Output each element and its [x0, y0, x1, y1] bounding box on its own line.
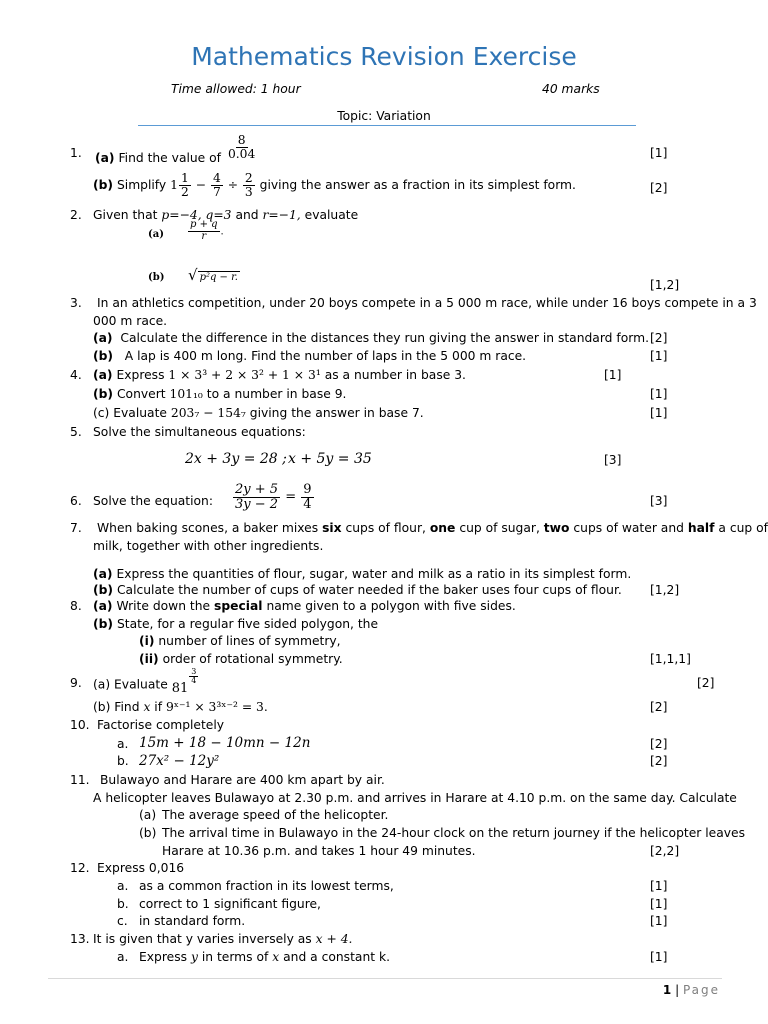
q9b-mark: [2] — [650, 700, 668, 714]
q3-line2: 000 m race. — [93, 314, 168, 328]
q7-line1: When baking scones, a baker mixes six cups of flour, one cup of sugar, two cups of water and half a cup of — [97, 521, 768, 535]
topic: Topic: Variation — [337, 109, 431, 123]
q10-number: 10. — [70, 718, 90, 732]
q12b-mark: [1] — [650, 897, 668, 911]
q11a-text: The average speed of the helicopter. — [162, 808, 389, 822]
q12c-mark: [1] — [650, 914, 668, 928]
q6-number: 6. — [70, 494, 82, 508]
q2-stem: Given that p=−4, q=3 and r=−1, evaluate — [93, 208, 359, 222]
q4-part-b: (b) Convert 101₁₀ to a number in base 9. — [93, 387, 347, 401]
q10-text: Factorise completely — [97, 718, 225, 732]
q4a-mark: [1] — [604, 368, 622, 382]
q8-number: 8. — [70, 599, 82, 613]
q1-number: 1. — [70, 146, 82, 160]
q11b-text1: The arrival time in Bulawayo in the 24-hour clock on the return journey if the helicopter leaves — [162, 826, 746, 840]
q3-part-b: (b) A lap is 400 m long. Find the number of laps in the 5 000 m race. — [93, 349, 527, 363]
q2-number: 2. — [70, 208, 82, 222]
q6-equation: $\frac{2y + 5}{3y - 2}$ = $\frac{9}{4}$ — [235, 482, 312, 512]
q3b-mark: [1] — [650, 349, 668, 363]
q11b-text2: Harare at 10.36 p.m. and takes 1 hour 49 minutes. — [162, 844, 476, 858]
q11b-label: (b) — [139, 826, 157, 840]
q13a-mark: [1] — [650, 950, 668, 964]
q6-mark: [3] — [650, 494, 668, 508]
q5-eq2: x + 5y = 35 — [288, 451, 372, 467]
q5-text: Solve the simultaneous equations: — [93, 425, 306, 439]
header-rule — [138, 125, 636, 126]
page-number: 1 — [662, 983, 672, 997]
q9a-mark: [2] — [697, 676, 715, 690]
q11-number: 11. — [70, 773, 90, 787]
q2a-expr: $\frac{p + q}{r}$ . — [190, 219, 224, 242]
q10a-label: a. — [117, 737, 129, 751]
q2-mark: [1,2] — [650, 278, 680, 292]
q8-part-b: (b) State, for a regular five sided polygon, the — [93, 617, 379, 631]
q12c-text: in standard form. — [139, 914, 246, 928]
q1-fraction: $\frac{8}{0.04}$ — [227, 133, 256, 161]
q10b-mark: [2] — [650, 754, 668, 768]
q3-line1: In an athletics competition, under 20 boys compete in a 5 000 m race, while under 16 boys compete in a 3 — [97, 296, 757, 310]
total-marks: 40 marks — [542, 82, 600, 96]
q5-eq1: 2x + 3y = 28 ; — [185, 451, 287, 467]
document-title: Mathematics Revision Exercise — [191, 42, 577, 71]
q13a-label: a. — [117, 950, 129, 964]
q12c-label: c. — [117, 914, 128, 928]
q4c-mark: [1] — [650, 406, 668, 420]
q11-line2: A helicopter leaves Bulawayo at 2.30 p.m. and arrives in Harare at 4.10 p.m. on the same day. Calculate — [93, 791, 737, 805]
q1b-mark: [2] — [650, 181, 668, 195]
q8-part-a: (a) Write down the special name given to a polygon with five sides. — [93, 599, 516, 613]
q11-line1: Bulawayo and Harare are 400 km apart by air. — [100, 773, 385, 787]
q4-part-c: (c) Evaluate 203₇ − 154₇ giving the answer in base 7. — [93, 406, 424, 420]
q1-part-a: (a) Find the value of $\frac{8}{0.04}$ — [95, 133, 256, 165]
q10b-expr: 27x² − 12y² — [139, 753, 220, 769]
q13a-text: Express y in terms of x and a constant k. — [139, 950, 390, 964]
q10b-label: b. — [117, 754, 129, 768]
q13-text: It is given that y varies inversely as x + 4. — [93, 932, 353, 946]
q7-line2: milk, together with other ingredients. — [93, 539, 324, 553]
q12b-label: b. — [117, 897, 129, 911]
page-footer: 1 | Page — [662, 983, 720, 997]
q11-mark: [2,2] — [650, 844, 680, 858]
q7-part-b: (b) Calculate the number of cups of water needed if the baker uses four cups of flour. — [93, 583, 622, 597]
q12b-text: correct to 1 significant figure, — [139, 897, 321, 911]
q11a-label: (a) — [139, 808, 157, 822]
q8-mark: [1,1,1] — [650, 652, 691, 666]
q12-text: Express 0,016 — [97, 861, 185, 875]
q7-mark: [1,2] — [650, 583, 680, 597]
q10a-mark: [2] — [650, 737, 668, 751]
q10a-expr: 15m + 18 − 10mn − 12n — [139, 735, 311, 751]
footer-rule — [48, 978, 722, 979]
q8-part-ii: (ii) order of rotational symmetry. — [139, 652, 343, 666]
q12a-mark: [1] — [650, 879, 668, 893]
q5-number: 5. — [70, 425, 82, 439]
q2b-expr: √ p²q − r. — [188, 266, 238, 284]
q9-part-a: (a) Evaluate 81 $\frac{3}{4}$ — [93, 667, 197, 697]
q12a-label: a. — [117, 879, 129, 893]
time-allowed: Time allowed: 1 hour — [171, 82, 301, 96]
page-label: Page — [682, 983, 720, 997]
q8-part-i: (i) number of lines of symmetry, — [139, 634, 341, 648]
q3a-mark: [2] — [650, 331, 668, 345]
q1a-mark: [1] — [650, 146, 668, 160]
q12a-text: as a common fraction in its lowest terms, — [139, 879, 394, 893]
q1-part-b: (b) Simplify 1 $\frac{1}{2}$ − $\frac{4}{7}$ ÷ $\frac{2}{3}$ giving the answer as a fraction in its simplest form. — [93, 171, 576, 199]
q9-part-b: (b) Find x if 9ˣ⁻¹ × 3³ˣ⁻² = 3. — [93, 700, 268, 714]
q5-mark: [3] — [604, 453, 622, 467]
q7-number: 7. — [70, 521, 82, 535]
q4-part-a: (a) Express 1 × 3³ + 2 × 3² + 1 × 3¹ as a number in base 3. — [93, 368, 466, 382]
q12-number: 12. — [70, 861, 90, 875]
q3-part-a: (a) Calculate the difference in the distances they run giving the answer in standard form. — [93, 331, 649, 345]
q4b-mark: [1] — [650, 387, 668, 401]
q6-text: Solve the equation: — [93, 494, 213, 508]
q2b-label: (b) — [148, 272, 165, 283]
q2a-label: (a) — [148, 229, 164, 240]
q13-number: 13. — [70, 932, 90, 946]
q4-number: 4. — [70, 368, 82, 382]
q9-number: 9. — [70, 676, 82, 690]
q3-number: 3. — [70, 296, 82, 310]
q7-part-a: (a) Express the quantities of flour, sugar, water and milk as a ratio in its simplest form. — [93, 567, 632, 581]
